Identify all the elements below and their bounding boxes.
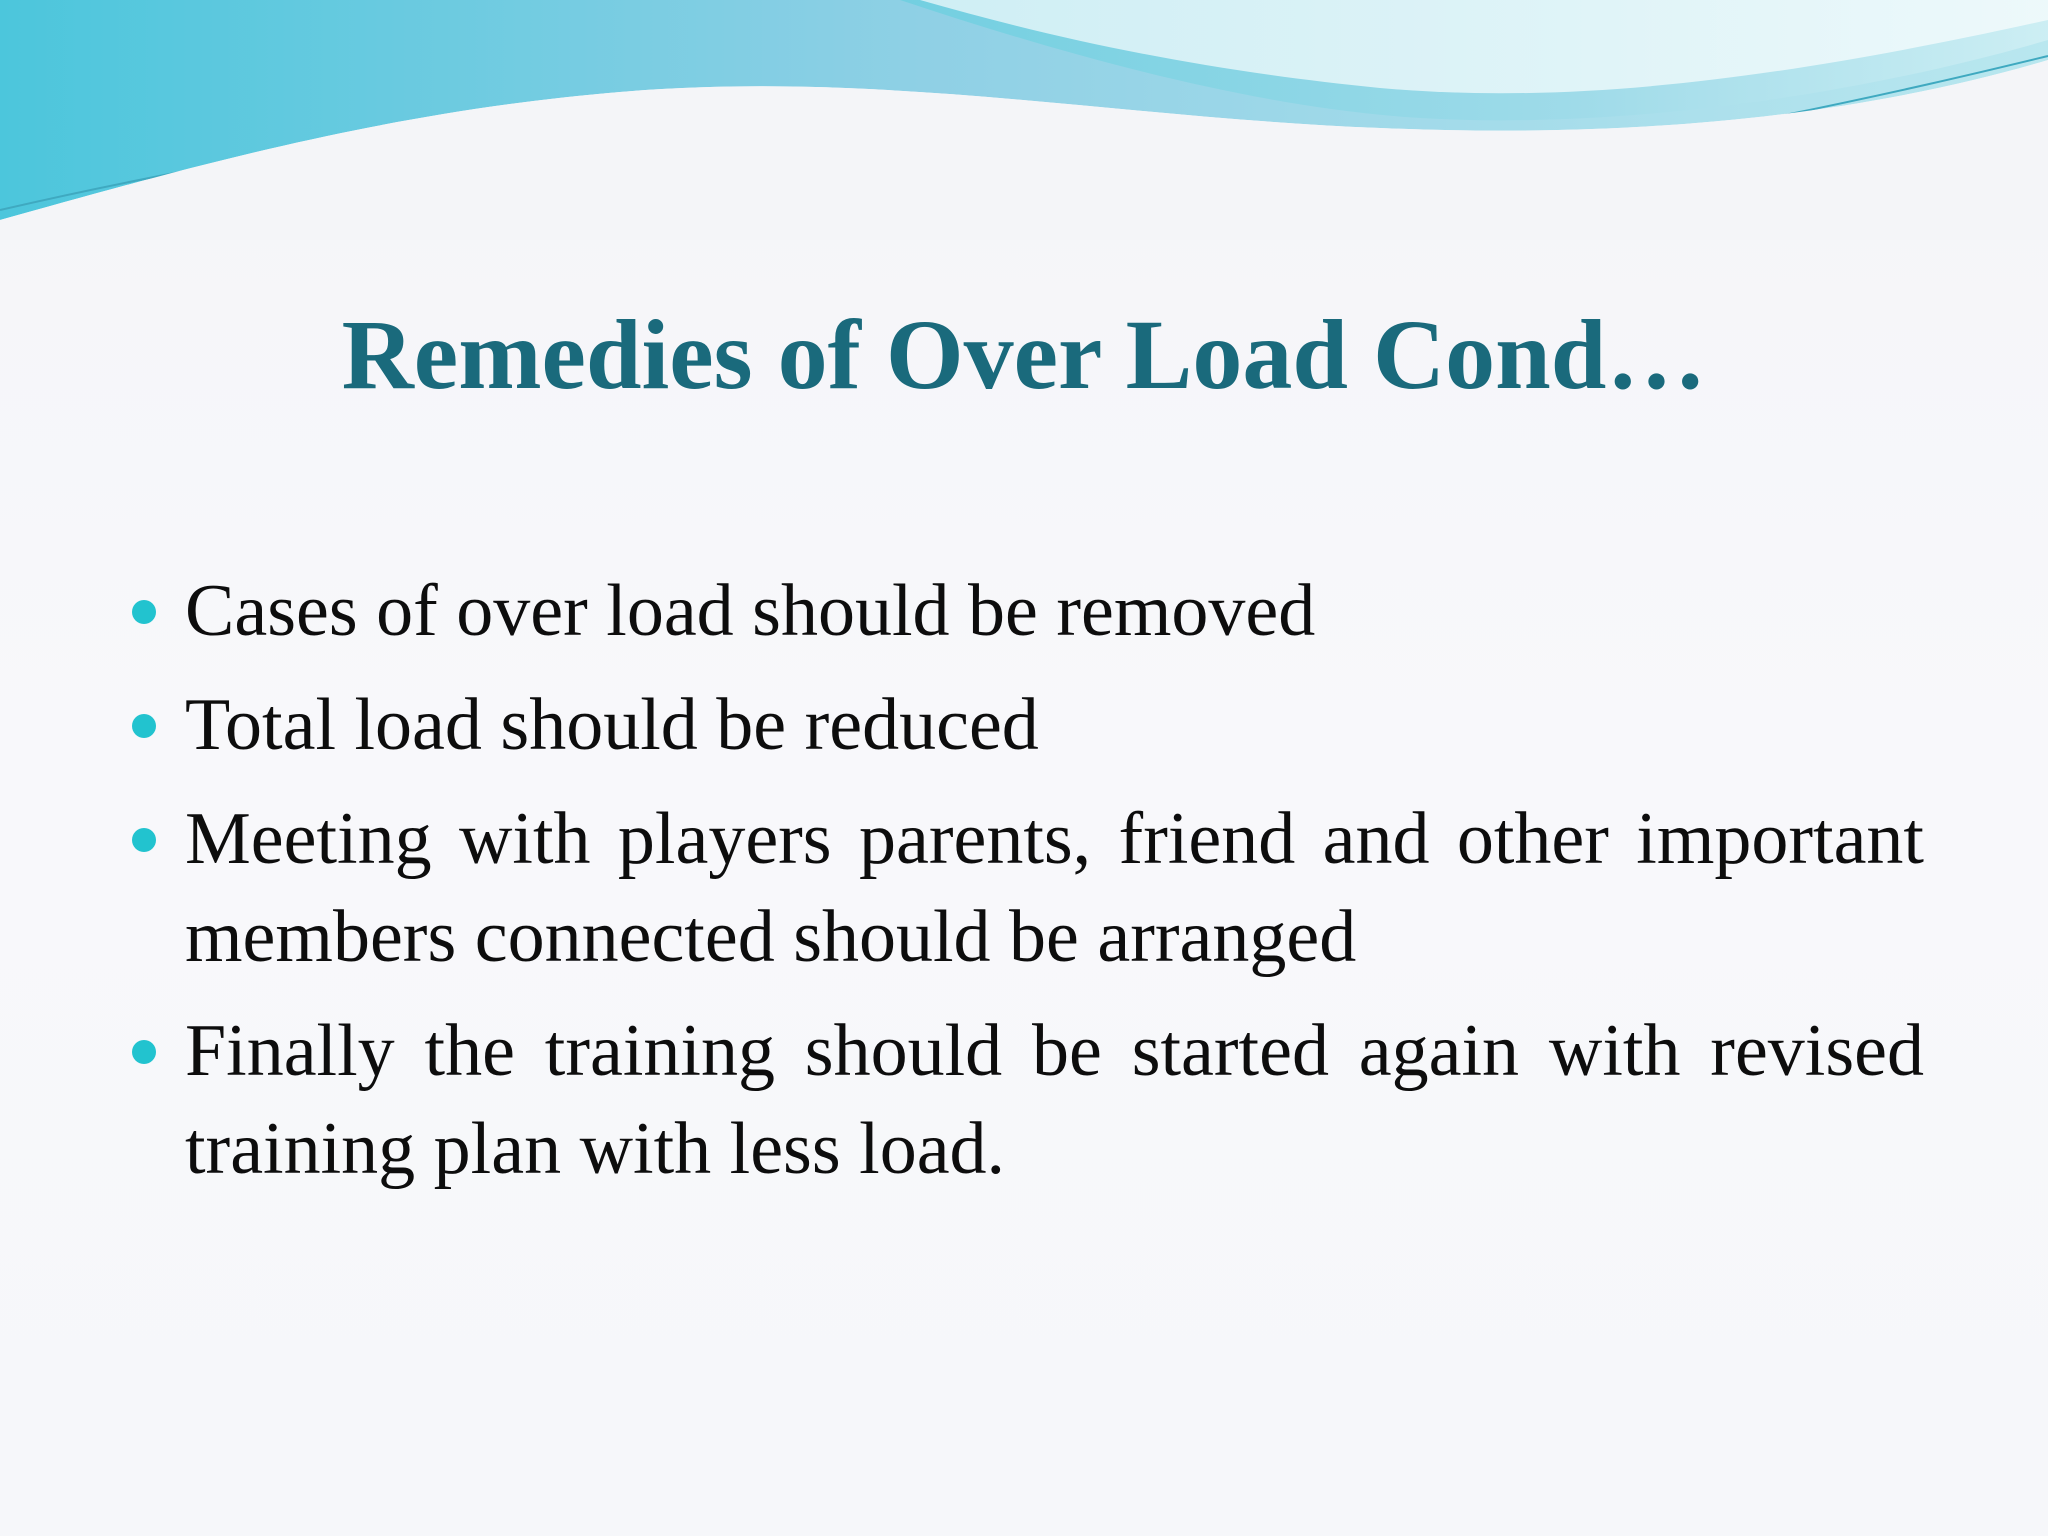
bullet-list bbox=[130, 562, 1924, 1214]
slide-title: Remedies of Over Load Cond… bbox=[341, 299, 1707, 410]
bullet-item bbox=[130, 562, 1924, 660]
header-wave-decoration bbox=[0, 0, 2048, 240]
bullet-text: Cases of over load should be removed bbox=[185, 570, 1316, 652]
bullet-dot-icon bbox=[132, 600, 156, 624]
bullet-dot-icon bbox=[132, 828, 156, 852]
bullet-item bbox=[130, 676, 1924, 774]
bullet-text: Total load should be reduced bbox=[185, 684, 1039, 766]
bullet-dot-icon bbox=[132, 714, 156, 738]
bullet-dot-icon bbox=[132, 1040, 156, 1064]
bullet-item bbox=[130, 790, 1924, 986]
bullet-text: Finally the training should be started again with revised training plan with less load. bbox=[185, 1010, 1924, 1190]
bullet-item bbox=[130, 1002, 1924, 1198]
bullet-text: Meeting with players parents, friend and other important members connected should be arranged bbox=[185, 798, 1924, 978]
